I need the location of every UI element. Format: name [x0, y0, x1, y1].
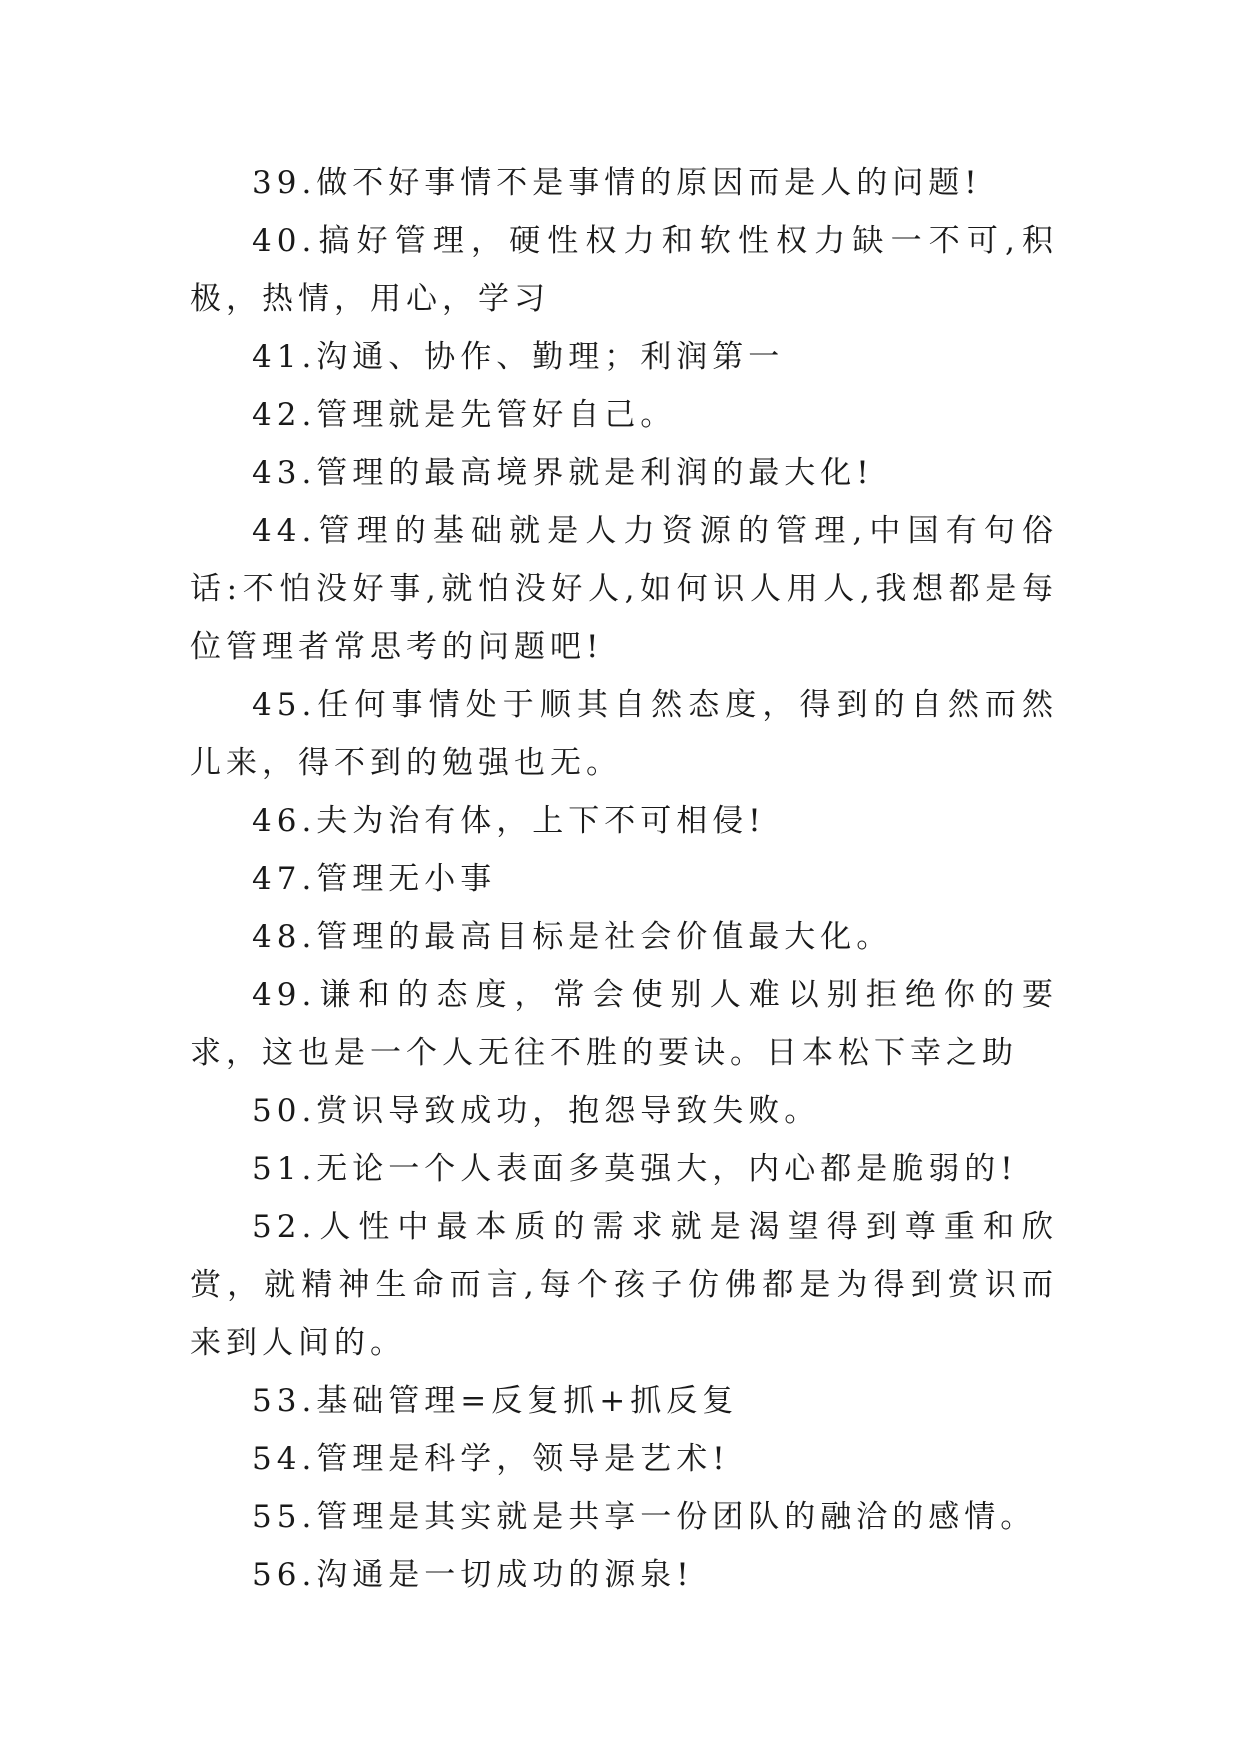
- quote-list: [190, 154, 1058, 1604]
- list-item: 47.管理无小事: [252, 861, 497, 897]
- list-item: 51.无论一个人表面多莫强大，内心都是脆弱的!: [252, 1151, 1018, 1187]
- list-item: 53.基础管理=反复抓+抓反复: [252, 1383, 739, 1419]
- list-item: 50.赏识导致成功，抱怨导致失败。: [252, 1093, 821, 1129]
- list-item: 43.管理的最高境界就是利润的最大化!: [252, 455, 874, 491]
- list-item: 42.管理就是先管好自己。: [252, 397, 677, 433]
- list-item: 46.夫为治有体，上下不可相侵!: [252, 803, 766, 839]
- list-item: 55.管理是其实就是共享一份团队的融洽的感情。: [252, 1499, 1037, 1535]
- list-item: 45.任何事情处于顺其自然态度，得到的自然而然儿来，得不到的勉强也无。: [190, 687, 1058, 781]
- list-item: 54.管理是科学，领导是艺术!: [252, 1441, 730, 1477]
- list-item: 40.搞好管理，硬性权力和软性权力缺一不可,积极，热情，用心，学习: [190, 223, 1058, 317]
- list-item: 41.沟通、协作、勤理；利润第一: [252, 339, 785, 375]
- list-item: 52.人性中最本质的需求就是渴望得到尊重和欣赏，就精神生命而言,每个孩子仿佛都是为得到赏识而来到人间的。: [190, 1209, 1058, 1361]
- list-item: 56.沟通是一切成功的源泉!: [252, 1557, 694, 1593]
- list-item: 39.做不好事情不是事情的原因而是人的问题!: [252, 165, 982, 201]
- list-item: 44.管理的基础就是人力资源的管理,中国有句俗话:不怕没好事,就怕没好人,如何识人用人,我想都是每位管理者常思考的问题吧!: [190, 513, 1058, 665]
- list-item: 49.谦和的态度，常会使别人难以别拒绝你的要求，这也是一个人无往不胜的要诀。日本松下幸之助: [190, 977, 1058, 1071]
- list-item: 48.管理的最高目标是社会价值最大化。: [252, 919, 893, 955]
